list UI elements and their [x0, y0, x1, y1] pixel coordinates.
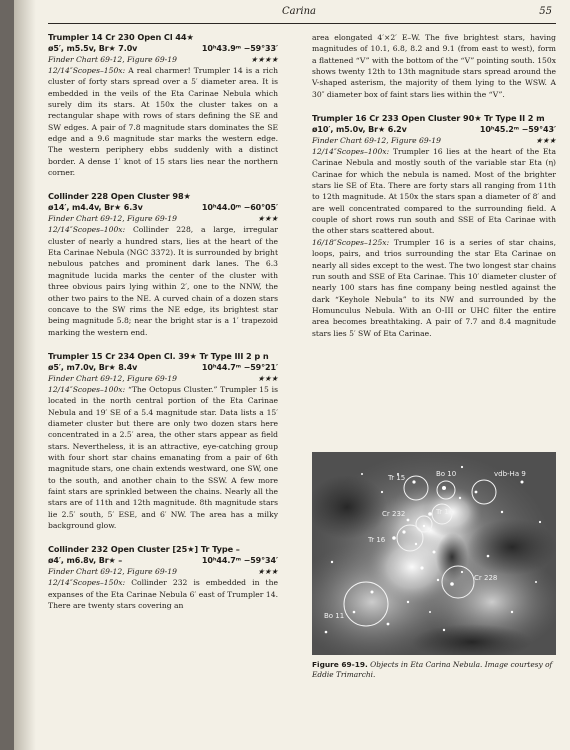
- label-bo11: Bo 11: [324, 612, 345, 620]
- scope-label: 12/14″Scopes–100x:: [48, 225, 126, 235]
- entry-trumpler-15: [48, 351, 278, 531]
- figure-caption-label: Figure 69-19.: [312, 660, 368, 669]
- entry-collinder-228: [48, 191, 278, 337]
- entry-coordinates: 10ʰ44.0ᵐ −60°05′: [201, 203, 278, 213]
- scope-label: 16/18″Scopes–125x:: [312, 237, 390, 247]
- entry-size-mag: ø4′, m6.8v, Br★ –: [48, 556, 123, 566]
- left-column: [48, 32, 278, 624]
- entry-heading: Trumpler 14 Cr 230 Open Cl 44★: [48, 32, 194, 42]
- entry-stats: [48, 202, 278, 213]
- nebula-image: [312, 452, 556, 655]
- header-rule: [48, 23, 556, 24]
- label-tr16: Tr 16: [368, 536, 386, 544]
- finder-chart-link: Finder Chart 69-12, Figure 69-19: [48, 567, 177, 577]
- entry-size-mag: ø5′, m7.0v, Br★ 8.4v: [48, 362, 138, 372]
- label-tr15: Tr 15: [388, 474, 406, 482]
- label-bo10: Bo 10: [436, 470, 457, 478]
- entry-text: Trumpler 16 lies at the heart of the Eta Carinae Nebula and mostly south of the variable star Eta (η) Carinae for which the nebula is named. Most of the brighter stars lie SE of Eta. There are forty stars all ranging from 11th to 12th magnitude. At 150x the stars span a diameter of 8′ and are well concentrated compared to the surrounding field. A couple of short rows run south and SSE of Eta Carinae with the other stars scattered about.: [312, 147, 556, 236]
- entry-stats: [48, 555, 278, 566]
- label-vdbha9: vdb-Ha 9: [494, 470, 526, 478]
- entry-trumpler-16: [312, 113, 556, 339]
- entry-chart-ref: [48, 54, 278, 65]
- right-column: [312, 32, 556, 352]
- entry-chart-ref: [48, 213, 278, 224]
- entry-coordinates: 10ʰ44.7ᵐ −59°21′: [201, 362, 278, 372]
- entry-stats: [312, 124, 556, 135]
- page-number: 55: [539, 6, 552, 17]
- running-header-title: Carina: [282, 6, 316, 17]
- collinder-232-continued: [312, 32, 556, 100]
- entry-chart-ref: [312, 135, 556, 146]
- scope-label: 12/14″Scopes–100x:: [48, 384, 126, 394]
- entry-body: [48, 384, 278, 531]
- entry-body: [48, 577, 278, 611]
- entry-text: A real charmer! Trumpler 14 is a rich cluster of forty stars spread over a 5′ diameter area. It is embedded in the veils of the Eta Carinae Nebula which surely dim its stars. At 150x the cluster takes on a rectangular shape with rows of stars defining the SE and SW edges. A pair of 7.8 magnitude stars dominates the SE edge and a 9.6 magnitude star marks the western edge. The western periphery ebbs suddenly with a distinct border. A dense 1′ knot of 15 stars lies near the northern corner.: [48, 66, 278, 178]
- entry-heading: Collinder 232 Open Cluster [25★] Tr Type –: [48, 544, 240, 555]
- entry-text: Trumpler 16 is a series of star chains, loops, pairs, and trios surrounding the star Eta Carinae on nearly all sides except to the west. The two longest star chains run south and SSE of Eta Carinae. This 10′ diameter cluster of nearly 100 stars has fine company being nestled against the dark “Keyhole Nebula” to its NW and surrounded by the Homunculus Nebula. With an O-III or UHC filter the entire area becomes breathtaking. A pair of 7.7 and 8.4 magnitude stars lies 5′ SW of Eta Carinae.: [312, 237, 556, 338]
- entry-body: [312, 146, 556, 339]
- figure-caption-text: Objects in Eta Carina Nebula. Image courtesy of Eddie Trimarchi.: [312, 660, 553, 680]
- entry-stats: [48, 362, 278, 373]
- label-cr232: Cr 232: [382, 510, 406, 518]
- entry-chart-ref: [48, 373, 278, 384]
- finder-chart-link: Finder Chart 69-12, Figure 69-19: [312, 136, 441, 146]
- entry-heading: Trumpler 15 Cr 234 Open Cl. 39★ Tr Type III 2 p n: [48, 350, 269, 361]
- scope-label: 12/14″Scopes–150x:: [48, 66, 126, 75]
- entry-text: Collinder 228, a large, irregular cluster of nearly a hundred stars, lies at the heart of the Eta Carinae Nebula (NGC 3372). It is surrounded by bright nebulous patches and prominent dark lanes. The 6.3 magnitude lucida marks the center of the cluster with three obvious pairs lying within 2′, one to the NNW, the other two pairs to the NE. A curved chain of a dozen stars concave to the SW rims the NE edge, its brightest star being magnitude 5.8; near the bright star is a 1′ trapezoid marking the western end.: [48, 225, 278, 337]
- finder-chart-link: Finder Chart 69-12, Figure 69-19: [48, 373, 177, 383]
- entry-trumpler-14: [48, 32, 278, 178]
- entry-text: area elongated 4′×2′ E–W. The five brightest stars, having magnitudes of 10.1, 6.8, 8.2 and 9.1 (from east to west), form a flattened “V” with the bottom of the “V” pointing south. 150x shows twenty 12th to 13th magnitude stars spread around the V-shaped asterism, the majority of them lying to the WSW. A 30″ diameter box of faint stars lies within the “V”.: [312, 33, 556, 99]
- finder-chart-link: Finder Chart 69-12, Figure 69-19: [48, 214, 177, 224]
- entry-text: Collinder 232 is embedded in the expanses of the Eta Carinae Nebula 6′ east of Trumpler 14. There are twenty stars covering an: [48, 578, 278, 611]
- entry-body: [48, 65, 278, 178]
- entry-size-mag: ø14′, m4.4v, Br★ 6.3v: [48, 203, 143, 213]
- label-tr14: Tr 14: [436, 508, 454, 516]
- entry-body: [312, 32, 556, 100]
- rating-stars: ★★★: [257, 567, 278, 577]
- figure-caption: [312, 660, 556, 680]
- entry-stats: [48, 43, 278, 54]
- entry-coordinates: 10ʰ44.7ᵐ −59°34′: [201, 556, 278, 566]
- nebula-photo: [312, 452, 556, 655]
- finder-chart-link: Finder Chart 69-12, Figure 69-19: [48, 55, 177, 64]
- rating-stars: ★★★: [257, 214, 278, 224]
- entry-text: “The Octopus Cluster.” Trumpler 15 is located in the north central portion of the Eta Carinae Nebula and 19′ SE of a 5.4 magnitude star. Data lists a 15′ diameter cluster but there are only two dozen stars here concentrated in a 2.5′ area, the other stars appear as field stars. Nevertheless, it is an attractive, eye-catching group with four short star chains emanating from a pair of 6th magnitude stars, one chain extends westward, one SW, one to the south, and another chain to the SSW. A few more faint stars are sprinkled between the chains. Nearly all the stars are of 11th and 12th magnitude. 8th magnitude stars lie 2.5′ south, 5′ ESE, and 6′ NW. The area has a milky background glow.: [48, 384, 278, 530]
- entry-coordinates: 10ʰ43.9ᵐ −59°33′: [201, 44, 278, 53]
- label-cr228: Cr 228: [474, 574, 498, 582]
- book-page: [14, 0, 570, 750]
- entry-coordinates: 10ʰ45.2ᵐ −59°43′: [479, 125, 556, 135]
- entry-collinder-232: [48, 544, 278, 611]
- rating-stars: ★★★★: [250, 55, 278, 64]
- entry-size-mag: ø10′, m5.0v, Br★ 6.2v: [312, 125, 407, 135]
- entry-heading: Trumpler 16 Cr 233 Open Cluster 90★ Tr Type II 2 m: [312, 113, 545, 124]
- scope-label: 12/14″Scopes–150x:: [48, 578, 126, 588]
- rating-stars: ★★★: [257, 373, 278, 383]
- entry-size-mag: ø5′, m5.5v, Br★ 7.0v: [48, 44, 138, 53]
- entry-chart-ref: [48, 566, 278, 577]
- scope-label: 12/14″Scopes–100x:: [312, 147, 390, 157]
- entry-heading: Collinder 228 Open Cluster 98★: [48, 191, 191, 202]
- rating-stars: ★★★: [535, 136, 556, 146]
- entry-body: [48, 224, 278, 337]
